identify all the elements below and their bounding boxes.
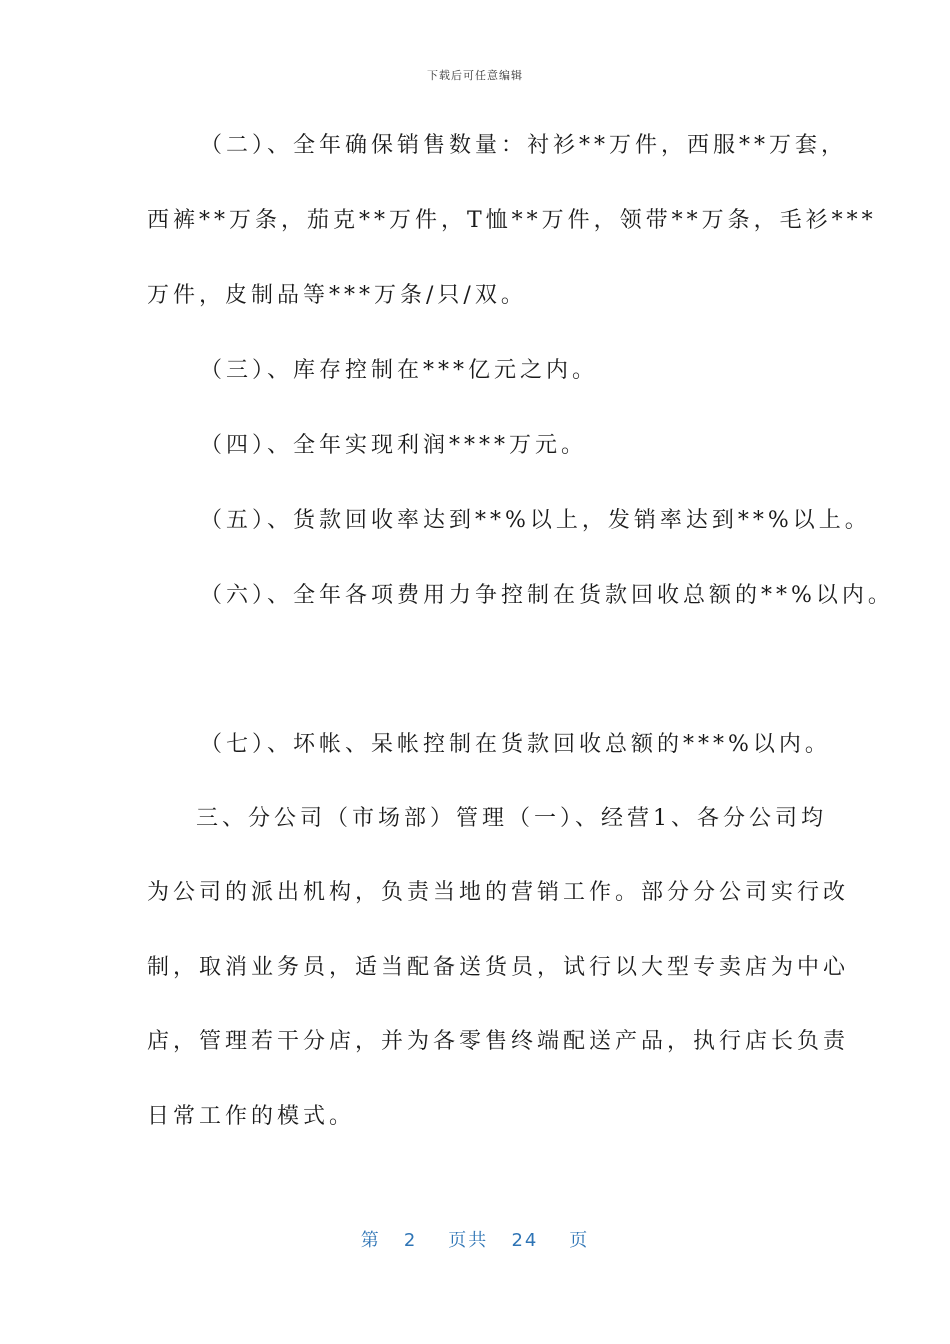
page-number: 2 (403, 1230, 418, 1251)
text-line: （二）、全年确保销售数量：衬衫**万件，西服**万套， (200, 133, 848, 158)
text-line: 西裤**万条，茄克**万件，T恤**万件，领带**万条，毛衫*** (147, 208, 877, 233)
text-line: 日常工作的模式。 (147, 1104, 356, 1129)
text-line: 为公司的派出机构，负责当地的营销工作。部分分公司实行改 (147, 880, 850, 905)
page-label-prefix: 第 (360, 1230, 381, 1251)
page-label-mid: 页共 (448, 1230, 489, 1251)
page-total: 24 (511, 1230, 539, 1251)
page-header-note: 下载后可任意编辑 (427, 69, 523, 82)
text-line: （四）、全年实现利润****万元。 (200, 433, 588, 458)
text-line: 店，管理若干分店，并为各零售终端配送产品，执行店长负责 (147, 1029, 850, 1054)
page-label-suffix: 页 (569, 1230, 590, 1251)
text-line: 三、分公司（市场部）管理（一）、经营1、各分公司均 (196, 806, 827, 831)
text-line: （七）、坏帐、呆帐控制在货款回收总额的***%以内。 (200, 732, 831, 757)
page-footer (0, 1226, 950, 1252)
text-line: （三）、库存控制在***亿元之内。 (200, 358, 599, 383)
text-line: 制，取消业务员，适当配备送货员，试行以大型专卖店为中心 (147, 955, 850, 980)
text-line: 万件，皮制品等***万条/只/双。 (147, 283, 527, 308)
text-line: （六）、全年各项费用力争控制在货款回收总额的**%以内。 (200, 583, 894, 608)
text-line: （五）、货款回收率达到**%以上，发销率达到**%以上。 (200, 508, 871, 533)
